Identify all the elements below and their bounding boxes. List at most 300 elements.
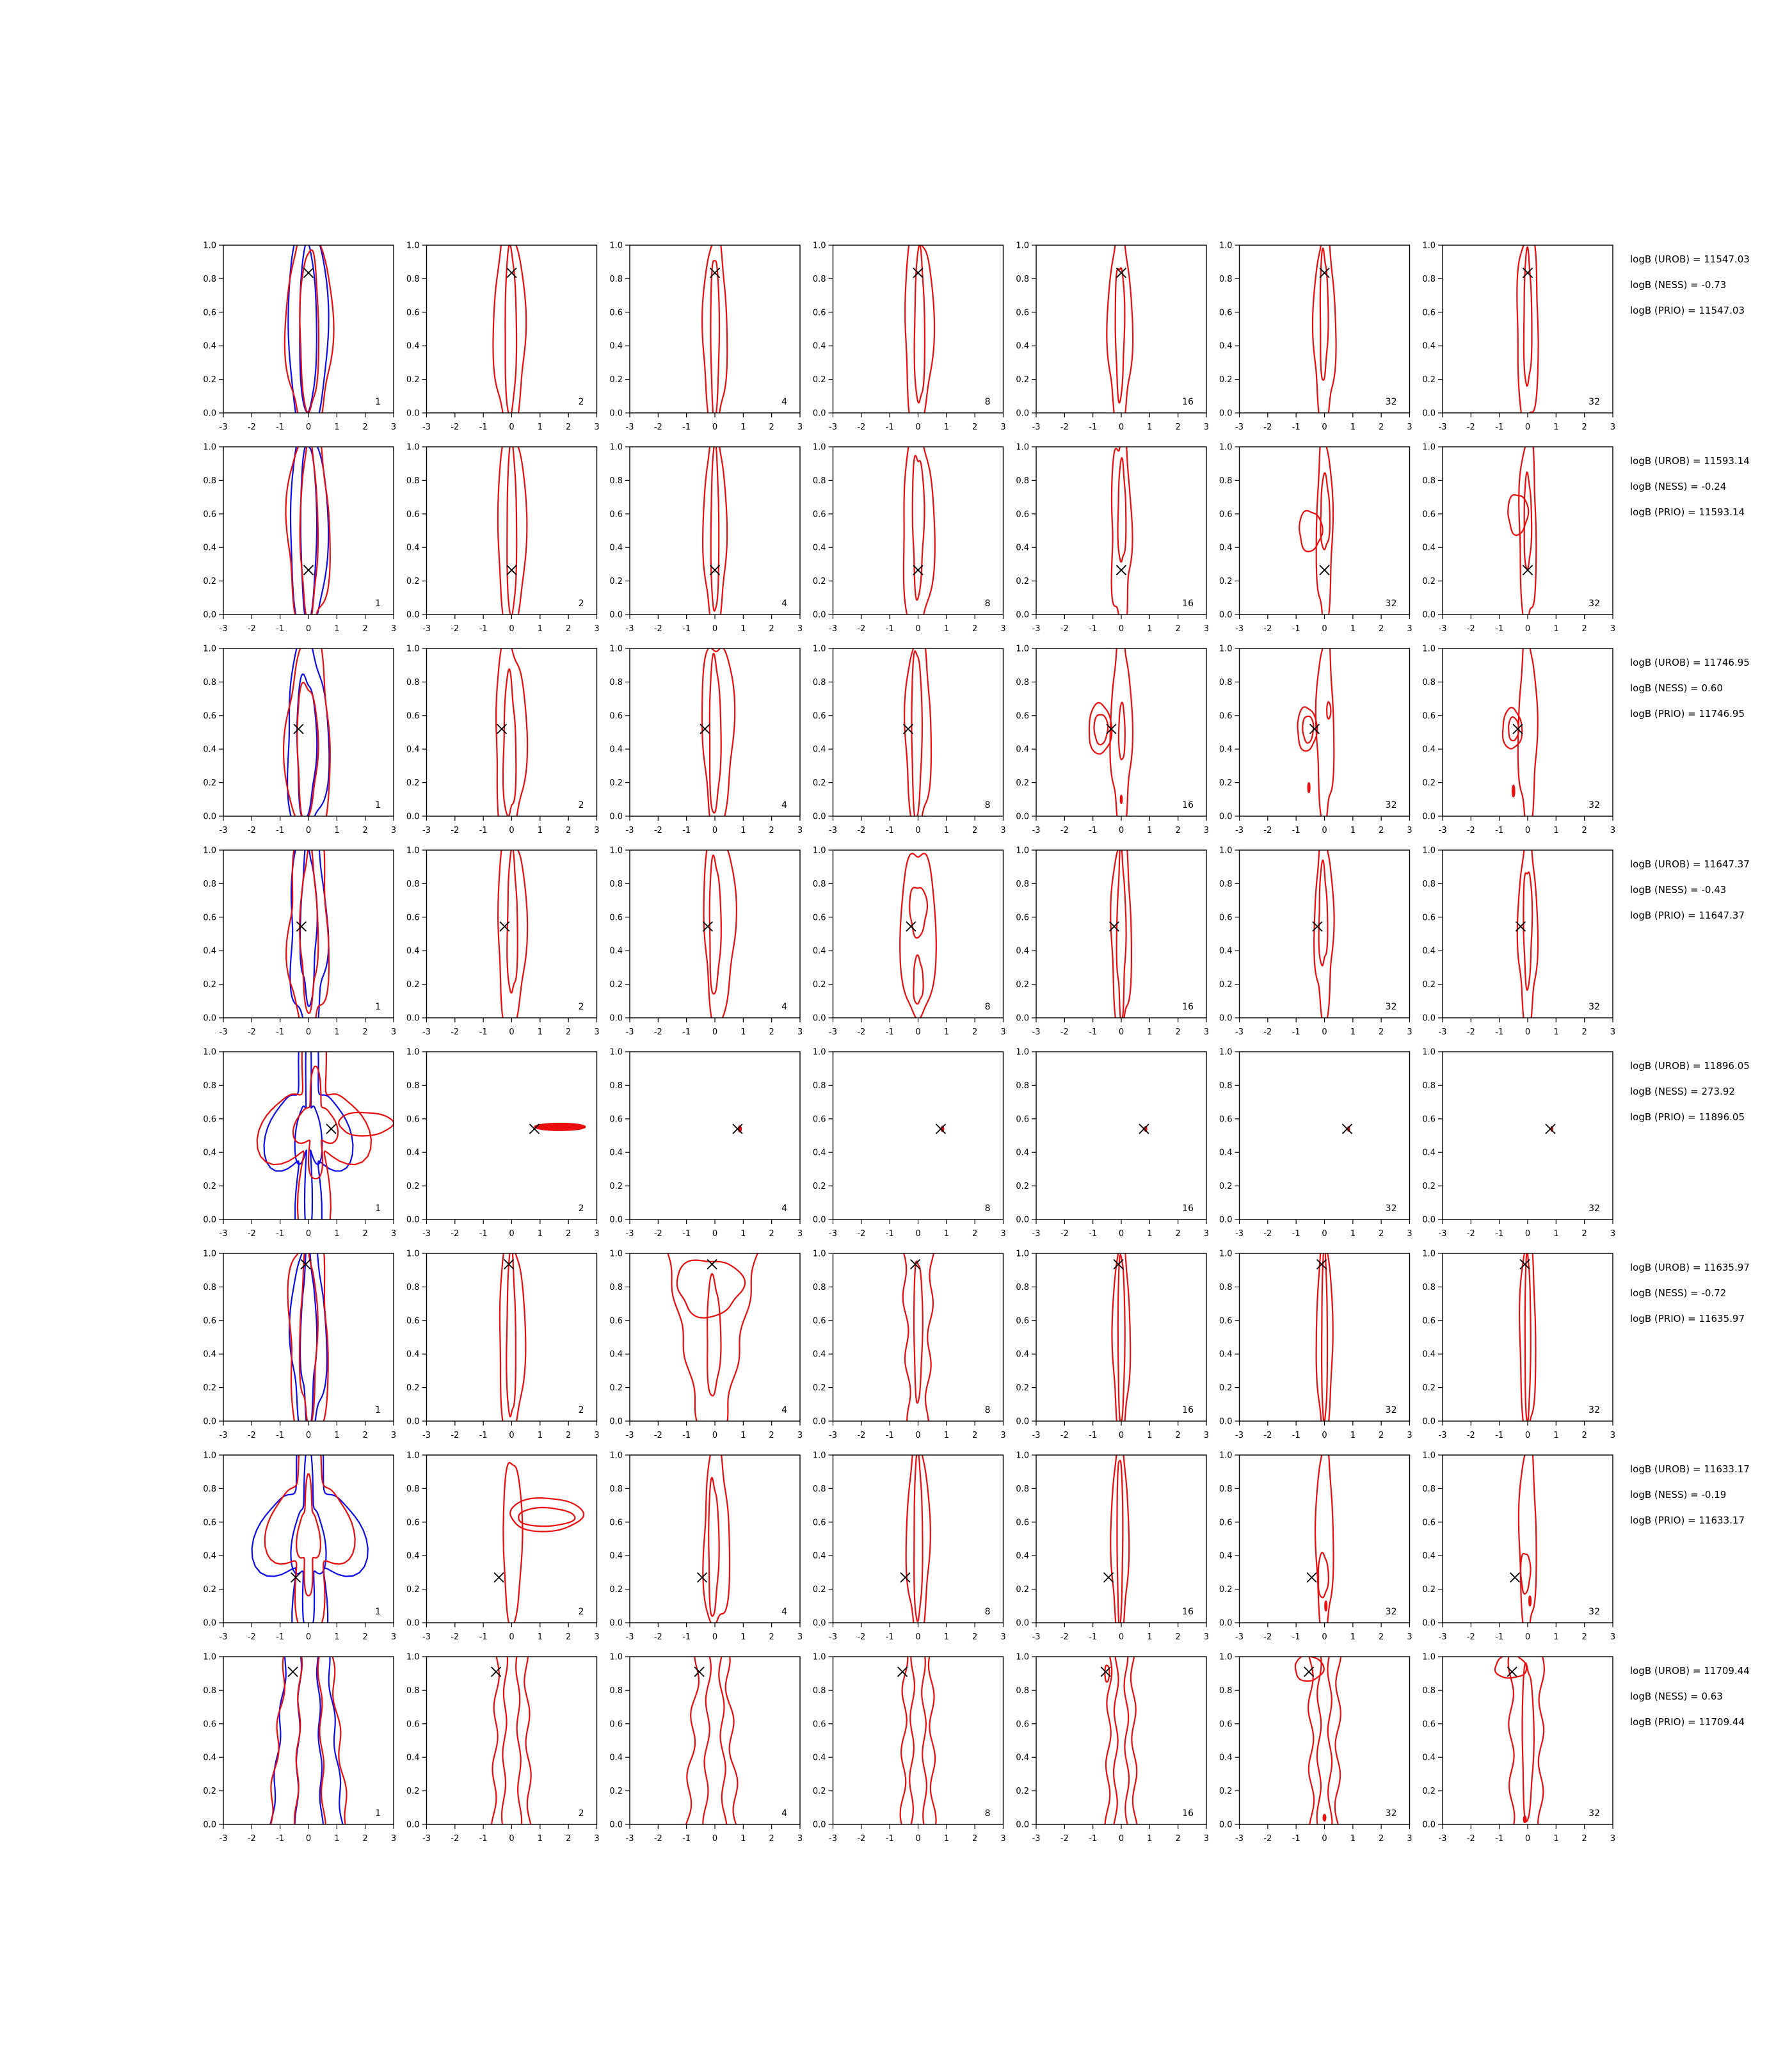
x-tick-label: 2: [1175, 422, 1181, 432]
contour-layer: [500, 1233, 526, 1437]
plot-box: [223, 245, 394, 413]
contour-layer: [496, 635, 527, 838]
y-tick-label: 0.8: [1219, 1081, 1233, 1091]
y-tick-label: 0.6: [609, 913, 623, 923]
x-tick-label: 3: [797, 826, 803, 835]
contour-layer: [702, 230, 727, 432]
panel-r4c7: [1422, 824, 1615, 1037]
y-tick-label: 0.6: [203, 1719, 216, 1730]
x-tick-label: 3: [390, 1632, 397, 1642]
contour-dot: [1523, 1816, 1526, 1822]
panel-r3c3: [609, 645, 803, 838]
x-tick-label: -2: [451, 422, 460, 432]
x-tick-label: 2: [972, 422, 978, 432]
x-tick-label: 1: [537, 1027, 543, 1037]
panel-count-label: 8: [984, 397, 991, 407]
y-tick-label: 1.0: [609, 1249, 623, 1259]
logb-urob-label: logB (UROB) = 11635.97: [1630, 1262, 1750, 1273]
x-tick-label: 3: [1407, 1632, 1412, 1642]
y-tick-label: 0.2: [203, 980, 216, 990]
y-tick-label: 1.0: [1219, 1047, 1233, 1058]
panel-r5c2: [406, 1048, 600, 1239]
x-marker: [497, 724, 506, 734]
x-tick-label: -2: [1466, 1027, 1475, 1037]
y-tick-label: 0.8: [1016, 1081, 1029, 1091]
y-tick-label: 0.8: [1422, 1282, 1436, 1292]
x-tick-label: -1: [479, 826, 488, 835]
x-tick-label: 0: [305, 422, 312, 432]
logb-prio-label: logB (PRIO) = 11633.17: [1630, 1515, 1745, 1526]
panel-count-label: 32: [1588, 1002, 1600, 1012]
panel-count-label: 32: [1385, 1405, 1397, 1415]
x-tick-label: -1: [682, 422, 691, 432]
y-tick-label: 0.0: [1422, 1618, 1436, 1629]
x-tick-label: 0: [1118, 624, 1124, 634]
x-tick-label: 0: [1322, 1431, 1327, 1440]
panel-r6c7: [1422, 1239, 1615, 1441]
contour: [1094, 715, 1108, 745]
contour-layer: [503, 1463, 584, 1627]
y-tick-label: 1.0: [1016, 1249, 1029, 1259]
y-tick-label: 0.4: [203, 744, 216, 755]
plot-box: [1443, 245, 1613, 413]
y-tick-label: 0.8: [1219, 274, 1233, 284]
contour: [1117, 1461, 1123, 1628]
y-tick-label: 0.6: [1422, 1316, 1436, 1326]
y-tick-label: 0.0: [609, 408, 623, 419]
x-tick-label: 0: [712, 1229, 718, 1239]
logb-prio-label: logB (PRIO) = 11547.03: [1630, 305, 1745, 316]
y-tick-label: 0.4: [1219, 1551, 1233, 1561]
y-tick-label: 0.4: [1219, 1349, 1233, 1360]
x-tick-label: 3: [1203, 624, 1210, 634]
x-tick-label: -3: [219, 1229, 228, 1239]
x-tick-label: 3: [1203, 1632, 1210, 1642]
y-tick-label: 0.6: [1219, 1114, 1233, 1125]
y-tick-label: 1.0: [1422, 442, 1436, 453]
contour: [707, 1274, 721, 1396]
x-tick-label: 2: [1379, 1027, 1384, 1037]
panel-count-label: 4: [781, 800, 787, 810]
x-tick-label: -1: [682, 1834, 691, 1844]
contour: [491, 1648, 532, 1833]
y-tick-label: 0.2: [1422, 1787, 1436, 1797]
x-tick-label: 1: [1553, 1632, 1559, 1642]
panel-count-label: 1: [375, 1405, 381, 1415]
plot-box: [427, 1657, 597, 1824]
logb-urob-label: logB (UROB) = 11896.05: [1630, 1060, 1750, 1072]
contour: [498, 833, 527, 1033]
x-tick-label: 2: [566, 624, 572, 634]
x-tick-label: 3: [1610, 1632, 1616, 1642]
y-tick-label: 0.2: [1219, 1383, 1233, 1394]
y-tick-label: 0.6: [203, 308, 216, 318]
x-tick-label: -3: [1438, 1027, 1447, 1037]
y-tick-label: 0.6: [203, 1518, 216, 1528]
x-marker: [288, 1667, 298, 1677]
panel-r6c4: [813, 1245, 1006, 1440]
contour: [1119, 702, 1125, 759]
x-tick-label: 2: [566, 1834, 572, 1844]
x-tick-label: -2: [857, 1027, 866, 1037]
x-tick-label: 2: [1379, 422, 1384, 432]
panel-count-label: 32: [1588, 800, 1600, 810]
contour-layer: [284, 631, 330, 835]
x-tick-label: 1: [943, 624, 949, 634]
plot-box: [1240, 1657, 1410, 1824]
plot-box: [630, 447, 800, 615]
y-tick-label: 0.2: [1016, 1787, 1029, 1797]
y-tick-label: 0.2: [812, 1787, 826, 1797]
x-marker: [913, 268, 923, 278]
x-tick-label: 0: [1118, 1431, 1124, 1440]
x-tick-label: -1: [682, 624, 691, 634]
y-tick-label: 0.0: [203, 1618, 216, 1629]
contour: [300, 1245, 318, 1428]
y-tick-label: 1.0: [406, 442, 420, 453]
contour: [913, 955, 923, 1004]
x-tick-label: 1: [943, 1632, 949, 1642]
panel-count-label: 1: [375, 599, 381, 609]
x-tick-label: -1: [276, 1229, 285, 1239]
y-tick-label: 0.8: [812, 274, 826, 284]
y-tick-label: 0.0: [203, 408, 216, 419]
contour: [502, 1648, 522, 1833]
x-tick-label: -2: [653, 1431, 662, 1440]
y-tick-label: 0.4: [1016, 946, 1029, 956]
x-tick-label: -1: [682, 826, 691, 835]
y-tick-label: 0.4: [1016, 1551, 1029, 1561]
panel-r7c7: [1422, 1440, 1615, 1643]
panel-count-label: 1: [375, 1808, 381, 1819]
y-tick-label: 0.8: [1016, 677, 1029, 688]
y-tick-label: 0.4: [1219, 946, 1233, 956]
y-tick-label: 0.0: [1219, 610, 1233, 620]
y-tick-label: 1.0: [1219, 846, 1233, 856]
x-tick-label: -2: [857, 1834, 866, 1844]
panel-r6c2: [406, 1233, 600, 1440]
x-marker: [296, 922, 306, 931]
x-tick-label: 2: [1581, 422, 1587, 432]
y-tick-label: 0.2: [1422, 1585, 1436, 1595]
row-5-stats: [1630, 1053, 1750, 1130]
x-tick-label: 3: [594, 624, 600, 634]
y-tick-label: 0.0: [1219, 812, 1233, 822]
contour: [684, 1648, 739, 1833]
x-tick-label: -2: [1060, 422, 1069, 432]
y-tick-label: 0.8: [406, 1484, 420, 1494]
x-tick-label: 3: [594, 1834, 600, 1844]
x-marker: [1307, 1573, 1316, 1582]
contour: [909, 888, 927, 938]
contour: [496, 635, 527, 838]
y-tick-label: 1.0: [812, 241, 826, 251]
y-tick-label: 0.0: [812, 1215, 826, 1225]
x-tick-label: 0: [712, 422, 718, 432]
y-tick-label: 0.2: [1016, 577, 1029, 587]
y-tick-label: 0.8: [1422, 1081, 1436, 1091]
contour: [1320, 248, 1329, 380]
contour: [914, 1261, 923, 1403]
x-marker: [507, 268, 516, 278]
x-tick-label: 1: [334, 1027, 340, 1037]
y-tick-label: 1.0: [1422, 846, 1436, 856]
x-tick-label: 1: [943, 1834, 949, 1844]
panel-count-label: 1: [375, 397, 381, 407]
y-tick-label: 1.0: [406, 1249, 420, 1259]
panel-count-label: 32: [1588, 1607, 1600, 1617]
y-tick-label: 1.0: [609, 1652, 623, 1662]
y-tick-label: 0.4: [1016, 341, 1029, 351]
y-tick-label: 0.8: [609, 274, 623, 284]
x-tick-label: 3: [797, 422, 803, 432]
x-tick-label: -3: [1032, 1229, 1041, 1239]
contour: [296, 1474, 321, 1596]
x-tick-label: 1: [1147, 1431, 1153, 1440]
contour: [1318, 1552, 1329, 1597]
x-tick-label: 0: [305, 1834, 312, 1844]
x-tick-label: 3: [390, 826, 397, 835]
y-tick-label: 0.8: [1016, 879, 1029, 889]
y-tick-label: 1.0: [1219, 644, 1233, 654]
logb-ness-label: logB (NESS) = -0.24: [1630, 481, 1727, 492]
x-tick-label: -1: [1292, 1632, 1300, 1642]
y-tick-label: 0.8: [1219, 677, 1233, 688]
y-tick-label: 0.6: [609, 711, 623, 721]
y-tick-label: 0.4: [406, 341, 420, 351]
y-tick-label: 1.0: [203, 1249, 216, 1259]
x-tick-label: 0: [1524, 1632, 1531, 1642]
y-tick-label: 0.6: [1219, 1518, 1233, 1528]
contour-layer: [1110, 831, 1132, 1037]
panel-count-label: 2: [578, 800, 584, 810]
x-tick-label: -2: [1263, 422, 1272, 432]
x-tick-label: -3: [1235, 422, 1244, 432]
panel-r3c5: [1016, 622, 1209, 837]
contour-layer: [288, 1222, 328, 1447]
y-tick-label: 0.4: [203, 1349, 216, 1360]
y-tick-label: 0.4: [1016, 543, 1029, 553]
y-tick-label: 0.2: [812, 577, 826, 587]
y-tick-label: 0.4: [406, 744, 420, 755]
x-tick-label: -2: [247, 1632, 256, 1642]
y-tick-label: 1.0: [406, 846, 420, 856]
x-tick-label: -1: [682, 1632, 691, 1642]
y-tick-label: 1.0: [812, 442, 826, 453]
y-tick-label: 1.0: [812, 1652, 826, 1662]
y-tick-label: 1.0: [1219, 241, 1233, 251]
x-tick-label: 0: [1118, 1834, 1124, 1844]
x-tick-label: 2: [362, 1834, 368, 1844]
panel-r1c1: [203, 211, 396, 442]
x-tick-label: 1: [943, 1229, 949, 1239]
x-tick-label: -1: [479, 624, 488, 634]
x-tick-label: 3: [1610, 1229, 1616, 1239]
y-tick-label: 0.4: [203, 1148, 216, 1158]
y-tick-label: 0.4: [203, 1551, 216, 1561]
x-tick-label: -3: [219, 1632, 228, 1642]
y-tick-label: 0.0: [203, 1013, 216, 1024]
logb-ness-label: logB (NESS) = 0.63: [1630, 1691, 1723, 1702]
contour: [1315, 1435, 1334, 1640]
y-tick-label: 1.0: [812, 846, 826, 856]
x-tick-label: 3: [1000, 1834, 1006, 1844]
panel-r3c7: [1422, 629, 1615, 836]
contour: [1508, 1648, 1544, 1833]
x-tick-label: -3: [1235, 1834, 1244, 1844]
x-tick-label: -1: [1495, 1431, 1504, 1440]
x-tick-label: -1: [885, 1229, 894, 1239]
y-tick-label: 0.8: [203, 476, 216, 486]
x-tick-label: -2: [653, 422, 662, 432]
x-marker: [326, 1124, 336, 1134]
panel-count-label: 32: [1385, 1808, 1397, 1819]
contour: [1317, 1648, 1332, 1833]
x-tick-label: 1: [1553, 422, 1559, 432]
x-tick-label: 2: [1175, 826, 1181, 835]
x-tick-label: 2: [972, 1834, 978, 1844]
x-tick-label: 3: [1203, 1431, 1210, 1440]
x-tick-label: -3: [422, 1632, 431, 1642]
y-tick-label: 0.6: [1219, 711, 1233, 721]
x-tick-label: -3: [422, 1229, 431, 1239]
x-tick-label: 0: [1118, 1632, 1124, 1642]
panel-r8c2: [406, 1648, 600, 1844]
x-tick-label: -1: [479, 1632, 488, 1642]
panel-count-label: 32: [1385, 599, 1397, 609]
y-tick-label: 0.2: [203, 778, 216, 789]
panel-r7c4: [813, 1433, 1006, 1642]
contour: [498, 434, 527, 633]
x-tick-label: -2: [1060, 1027, 1069, 1037]
y-tick-label: 0.2: [1016, 375, 1029, 385]
panel-count-label: 16: [1182, 1405, 1194, 1415]
y-tick-label: 0.8: [609, 1081, 623, 1091]
y-tick-label: 0.6: [609, 1719, 623, 1730]
x-tick-label: 2: [362, 624, 368, 634]
panel-count-label: 4: [781, 1607, 787, 1617]
panel-count-label: 32: [1385, 800, 1397, 810]
x-tick-label: -2: [1466, 422, 1475, 432]
x-tick-label: 1: [1147, 1632, 1153, 1642]
logb-ness-label: logB (NESS) = -0.19: [1630, 1489, 1727, 1500]
plot-box: [223, 447, 394, 615]
y-tick-label: 0.6: [1016, 1719, 1029, 1730]
contour: [503, 669, 516, 816]
x-tick-label: 2: [769, 1632, 774, 1642]
contour: [703, 425, 727, 633]
y-tick-label: 0.8: [1219, 879, 1233, 889]
x-tick-label: -3: [1438, 1431, 1447, 1440]
x-tick-label: 1: [537, 1431, 543, 1440]
y-tick-label: 0.2: [812, 980, 826, 990]
y-tick-label: 0.0: [203, 812, 216, 822]
logb-prio-label: logB (PRIO) = 11647.37: [1630, 910, 1745, 921]
y-tick-label: 0.2: [1016, 1585, 1029, 1595]
x-marker: [507, 565, 516, 575]
x-tick-label: -2: [857, 1229, 866, 1239]
y-tick-label: 0.8: [1422, 879, 1436, 889]
x-tick-label: 0: [915, 1834, 921, 1844]
y-tick-label: 0.2: [1219, 980, 1233, 990]
x-tick-label: -3: [829, 624, 837, 634]
panel-r2c2: [406, 434, 600, 634]
contour-layer: [1517, 237, 1538, 425]
row-4-stats: [1630, 851, 1750, 928]
x-tick-label: 0: [712, 1431, 718, 1440]
panel-count-label: 16: [1182, 800, 1194, 810]
contour-layer: [286, 420, 330, 641]
panel-count-label: 8: [984, 1607, 991, 1617]
x-tick-label: -3: [1235, 1431, 1244, 1440]
contour: [1319, 860, 1328, 966]
plot-box: [833, 447, 1004, 615]
y-tick-label: 0.8: [812, 476, 826, 486]
x-tick-label: -1: [276, 624, 285, 634]
y-tick-label: 0.4: [812, 1349, 826, 1360]
x-tick-label: -2: [1466, 624, 1475, 634]
x-tick-label: -3: [1032, 1834, 1041, 1844]
x-tick-label: -3: [1235, 826, 1244, 835]
panel-r5c3: [609, 1048, 803, 1239]
x-tick-label: 3: [797, 1027, 803, 1037]
plot-box: [427, 245, 597, 413]
y-tick-label: 0.6: [1016, 711, 1029, 721]
x-tick-label: -1: [1292, 624, 1300, 634]
contour: [702, 648, 735, 838]
x-tick-label: 1: [740, 1027, 746, 1037]
y-tick-label: 0.8: [203, 1685, 216, 1696]
y-tick-label: 0.6: [812, 711, 826, 721]
panel-r3c4: [813, 629, 1006, 835]
x-tick-label: 3: [390, 1834, 397, 1844]
x-tick-label: 2: [769, 422, 774, 432]
x-tick-label: 1: [1350, 1229, 1356, 1239]
y-tick-label: 0.6: [203, 1114, 216, 1125]
y-tick-label: 0.4: [812, 1148, 826, 1158]
contour-layer: [905, 230, 934, 430]
x-marker: [906, 922, 916, 931]
panel-r4c3: [609, 838, 803, 1037]
y-tick-label: 0.0: [406, 812, 420, 822]
y-tick-label: 0.2: [1422, 778, 1436, 789]
contour: [1519, 1239, 1535, 1438]
x-tick-label: -1: [1089, 1027, 1098, 1037]
contour: [1327, 702, 1331, 719]
panel-r8c1: [203, 1648, 396, 1844]
y-tick-label: 0.6: [1422, 1114, 1436, 1125]
panel-count-label: 16: [1182, 1002, 1194, 1012]
y-tick-label: 0.2: [406, 1383, 420, 1394]
y-tick-label: 0.0: [1219, 1215, 1233, 1225]
panel-count-label: 2: [578, 397, 584, 407]
contour-layer: [1495, 1648, 1544, 1833]
y-tick-label: 1.0: [812, 644, 826, 654]
y-tick-label: 1.0: [406, 1451, 420, 1461]
plot-box: [427, 447, 597, 615]
y-tick-label: 0.0: [1016, 1618, 1029, 1629]
contour-layer: [1107, 220, 1133, 432]
y-tick-label: 0.0: [609, 1820, 623, 1830]
contour: [1524, 247, 1532, 386]
y-tick-label: 0.4: [406, 946, 420, 956]
contour-layer: [1519, 1440, 1537, 1639]
contour: [1299, 511, 1322, 552]
x-tick-label: -3: [1235, 1229, 1244, 1239]
row-7-stats: [1630, 1456, 1750, 1533]
x-tick-label: 2: [769, 1229, 774, 1239]
y-tick-label: 0.4: [812, 341, 826, 351]
